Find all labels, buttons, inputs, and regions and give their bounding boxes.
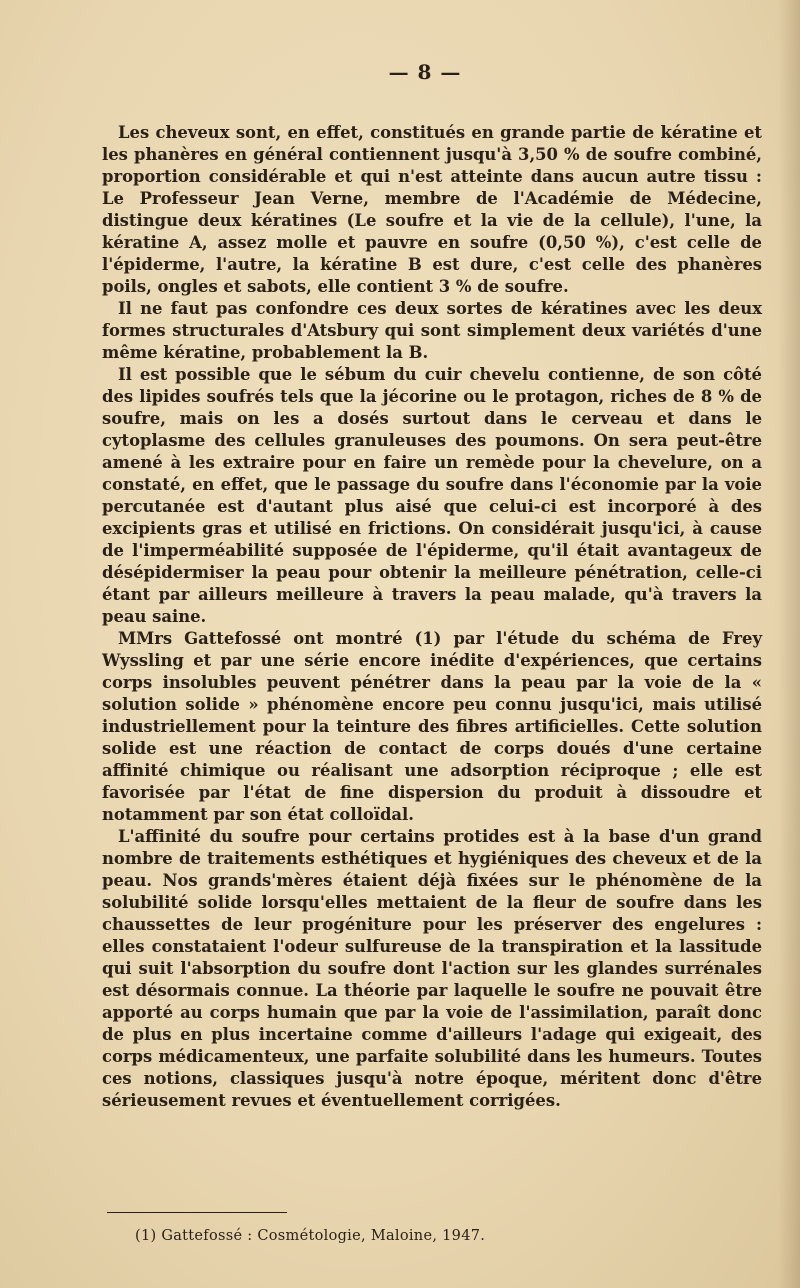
paragraph-4: MMrs Gattefossé ont montré (1) par l'étude du schéma de Frey Wyssling et par une série encore inédite d'expériences, que certains corps insolubles peuvent pénétrer dans la peau par la voie de la « solution solide » phénomène encore peu connu jusqu'ici, mais utilisé industriellement pour la teinture des fibres artificielles. Cette solution solide est une réaction de contact de corps doués d'une certaine affinité chimique ou réalisant une adsorption réciproque ; elle est favorisée par l'état de fine dispersion du produit à dissoudre et notamment par son état colloïdal. — [102, 629, 762, 824]
paragraph-2: Il ne faut pas confondre ces deux sortes de kératines avec les deux formes structurales d'Atsbury qui sont simplement deux variétés d'une même kératine, probablement la B. — [102, 299, 762, 362]
paragraph-3: Il est possible que le sébum du cuir chevelu contienne, de son côté des lipides soufrés tels que la jécorine ou le protagon, riches de 8 % de soufre, mais on les a dosés surtout dans le cerveau et dans le cytoplasme des cellules granuleuses des poumons. On sera peut-être amené à les extraire pour en faire un remède pour la chevelure, on a constaté, en effet, que le passage du soufre dans l'économie par la voie percutanée est d'autant plus aisé que celui-ci est incorporé à des excipients gras et utilisé en frictions. On considérait jusqu'ici, à cause de l'imperméabilité supposée de l'épiderme, qu'il était avantageux de désépidermiser la peau pour obtenir la meilleure pénétration, celle-ci étant par ailleurs meilleure à travers la peau malade, qu'à travers la peau saine. — [102, 365, 762, 626]
paragraph-1: Les cheveux sont, en effet, constitués en grande partie de kératine et les phanères en général contiennent jusqu'à 3,50 % de soufre combiné, proportion considérable et qui n'est atteinte dans aucun autre tissu : Le Professeur Jean Verne, membre de l'Académie de Médecine, distingue deux kératines (Le soufre et la vie de la cellule), l'une, la kératine A, assez molle et pauvre en soufre (0,50 %), c'est celle de l'épiderme, l'autre, la kératine B est dure, c'est celle des phanères poils, ongles et sabots, elle contient 3 % de soufre. — [102, 123, 762, 296]
page-number: — 8 — — [388, 60, 462, 84]
page-edge-shadow — [778, 0, 800, 1288]
footnote: (1) Gattefossé : Cosmétologie, Maloine, 1947. — [135, 1228, 486, 1244]
body-text — [102, 122, 762, 1112]
footnote-rule — [107, 1212, 287, 1213]
paragraph-5: L'affinité du soufre pour certains protides est à la base d'un grand nombre de traitements esthétiques et hygiéniques des cheveux et de la peau. Nos grands'mères étaient déjà fixées sur le phénomène de la solubilité solide lorsqu'elles mettaient de la fleur de soufre dans les chaussettes de leur progéniture pour les préserver des engelures : elles constataient l'odeur sulfureuse de la transpiration et la lassitude qui suit l'absorption du soufre dont l'action sur les glandes surrénales est désormais connue. La théorie par laquelle le soufre ne pouvait être apporté au corps humain que par la voie de l'assimilation, paraît donc de plus en plus incertaine comme d'ailleurs l'adage qui exigeait, des corps médicamenteux, une parfaite solubilité dans les humeurs. Toutes ces notions, classiques jusqu'à notre époque, méritent donc d'être sérieusement revues et éventuellement corrigées. — [102, 827, 762, 1110]
